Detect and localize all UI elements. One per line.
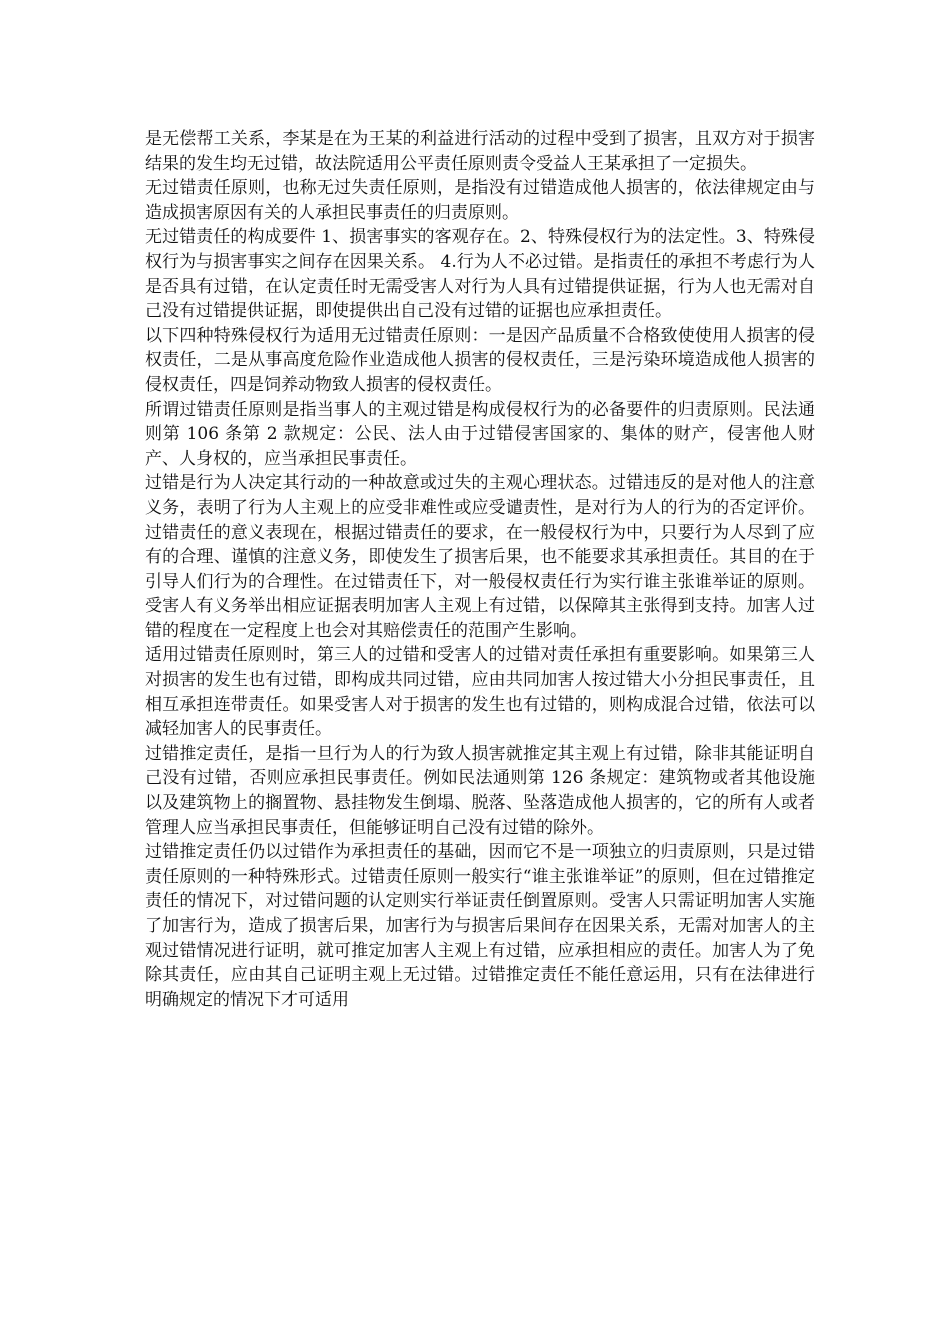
paragraph-8: 过错推定责任，是指一旦行为人的行为致人损害就推定其主观上有过错，除非其能证明自己没有过错，否则应承担民事责任。例如民法通则第 126 条规定：建筑物或者其他设施以及建筑物上的搁置物、悬挂物发生倒塌、脱落、坠落造成他人损害的，它的所有人或者管理人应当承担民事责任，但能够证明自己没有过错的除外。 bbox=[145, 743, 815, 838]
paragraph-2: 无过错责任原则，也称无过失责任原则，是指没有过错造成他人损害的，依法律规定由与造成损害原因有关的人承担民事责任的归责原则。 bbox=[145, 178, 815, 223]
paragraph-1: 是无偿帮工关系，李某是在为王某的利益进行活动的过程中受到了损害，且双方对于损害结果的发生均无过错，故法院适用公平责任原则责令受益人王某承担了一定损失。 bbox=[145, 129, 815, 174]
paragraph-5: 所谓过错责任原则是指当事人的主观过错是构成侵权行为的必备要件的归责原则。民法通则第 106 条第 2 款规定：公民、法人由于过错侵害国家的、集体的财产，侵害他人财产、人身权的，应当承担民事责任。 bbox=[145, 399, 815, 469]
paragraph-9: 过错推定责任仍以过错作为承担责任的基础，因而它不是一项独立的归责原则，只是过错责任原则的一种特殊形式。过错责任原则一般实行“谁主张谁举证”的原则，但在过错推定责任的情况下，对过错问题的认定则实行举证责任倒置原则。受害人只需证明加害人实施了加害行为，造成了损害后果，加害行为与损害后果间存在因果关系，无需对加害人的主观过错情况进行证明，就可推定加害人主观上有过错，应承担相应的责任。加害人为了免除其责任，应由其自己证明主观上无过错。过错推定责任不能任意运用，只有在法律进行明确规定的情况下才可适用 bbox=[145, 842, 815, 1010]
paragraph-4: 以下四种特殊侵权行为适用无过错责任原则：一是因产品质量不合格致使使用人损害的侵权责任，二是从事高度危险作业造成他人损害的侵权责任，三是污染环境造成他人损害的侵权责任，四是饲养动物致人损害的侵权责任。 bbox=[145, 325, 815, 395]
paragraph-3: 无过错责任的构成要件 1、损害事实的客观存在。2、特殊侵权行为的法定性。3、特殊侵权行为与损害事实之间存在因果关系。 4.行为人不必过错。是指责任的承担不考虑行为人是否具有过错，在认定责任时无需受害人对行为人具有过错提供证据，行为人也无需对自己没有过错提供证据，即使提供出自己没有过错的证据也应承担责任。 bbox=[145, 227, 815, 322]
paragraph-6: 过错是行为人决定其行动的一种故意或过失的主观心理状态。过错违反的是对他人的注意义务，表明了行为人主观上的应受非难性或应受谴责性，是对行为人的行为的否定评价。过错责任的意义表现在，根据过错责任的要求，在一般侵权行为中，只要行为人尽到了应有的合理、谨慎的注意义务，即使发生了损害后果，也不能要求其承担责任。其目的在于引导人们行为的合理性。在过错责任下，对一般侵权责任行为实行谁主张谁举证的原则。受害人有义务举出相应证据表明加害人主观上有过错，以保障其主张得到支持。加害人过错的程度在一定程度上也会对其赔偿责任的范围产生影响。 bbox=[145, 473, 815, 641]
document-body bbox=[145, 127, 815, 1012]
paragraph-7: 适用过错责任原则时，第三人的过错和受害人的过错对责任承担有重要影响。如果第三人对损害的发生也有过错，即构成共同过错，应由共同加害人按过错大小分担民事责任，且相互承担连带责任。如果受害人对于损害的发生也有过错的，则构成混合过错，依法可以减轻加害人的民事责任。 bbox=[145, 645, 815, 740]
